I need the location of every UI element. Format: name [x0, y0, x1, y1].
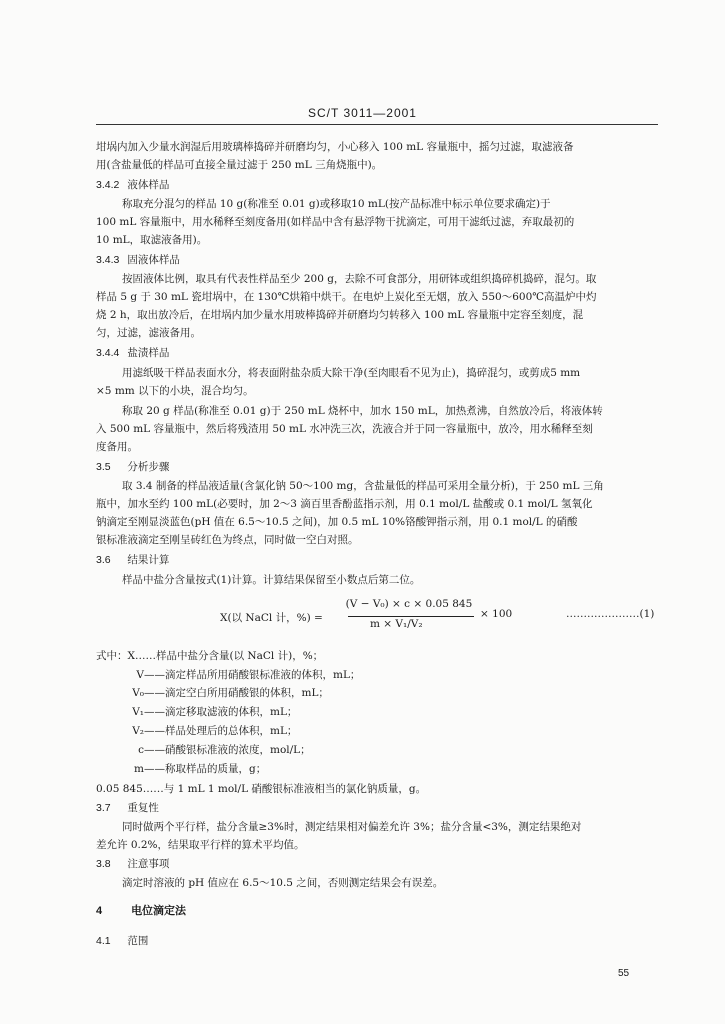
section-title: 盐渍样品 [127, 347, 170, 359]
paragraph-line: 用滤纸吸干样品表面水分，将表面附盐杂质大除干净(至肉眼看不见为止)，捣碎混匀，或剪成5 mm [122, 367, 581, 379]
section-number: 3.5 [96, 461, 111, 473]
section-title: 范围 [127, 935, 149, 947]
definition-symbol: m [134, 763, 144, 775]
section-title: 电位滴定法 [131, 905, 187, 917]
section-heading-3-4-3 [96, 253, 180, 267]
section-heading-3-8 [96, 857, 169, 871]
section-number: 4 [96, 905, 103, 917]
definition-x [96, 649, 323, 663]
section-heading-3-6 [96, 553, 169, 567]
section-title: 分析步骤 [127, 461, 170, 473]
page-number: 55 [618, 968, 630, 979]
definition-text: ——滴定样品所用硝酸银标准液的体积，mL； [144, 669, 361, 681]
formula-denominator: m × V₁/V₂ [370, 618, 423, 630]
formula-lhs: X(以 NaCl 计，%) = [220, 612, 323, 624]
definition-constant: 0.05 845……与 1 mL 1 mol/L 硝酸银标准液相当的氯化钠质量，g。 [96, 783, 427, 795]
section-heading-3-4-4 [96, 346, 169, 360]
paragraph-line: 差允许 0.2%，结果取平行样的算术平均值。 [96, 839, 305, 851]
section-heading-3-7 [96, 801, 159, 815]
formula-1 [220, 596, 660, 640]
definition-text: ——样品处理后的总体积，mL； [144, 725, 298, 737]
definition-v [130, 668, 360, 682]
section-heading-4-1 [96, 934, 148, 948]
section-title: 注意事项 [127, 858, 170, 870]
paragraph-line: 取 3.4 制备的样品液适量(含氯化钠 50～100 mg，含盐量低的样品可采用全量分析)，于 250 mL 三角 [122, 480, 604, 492]
definition-symbol: V₁ [132, 706, 144, 718]
standard-header: SC/T 3011—2001 [308, 106, 417, 120]
section-number: 3.4.3 [96, 254, 120, 266]
paragraph-line: 同时做两个平行样，盐分含量≥3%时，测定结果相对偏差允许 3%；盐分含量<3%，测定结果绝对 [122, 821, 582, 833]
definition-v0 [130, 686, 329, 700]
definition-text: ——滴定移取滤液的体积，mL； [144, 706, 298, 718]
paragraph-line: 入 500 mL 容量瓶中，然后将残渣用 50 mL 水冲洗三次，洗液合并于同一容量瓶中，放冷，用水稀释至刻 [96, 423, 593, 435]
definition-symbol: V [136, 669, 144, 681]
definition-c [130, 743, 311, 757]
formula-numerator: (V − V₀) × c × 0.05 845 [345, 598, 473, 610]
paragraph-line: 称取 20 g 样品(称准至 0.01 g)于 250 mL 烧杯中，加水 150 mL，加热煮沸，自然放冷后，将液体转 [122, 405, 603, 417]
section-number: 3.7 [96, 802, 111, 814]
section-title: 结果计算 [127, 554, 170, 566]
section-heading-3-4-2 [96, 178, 169, 192]
paragraph-line: 银标准液滴定至刚呈砖红色为终点，同时做一空白对照。 [96, 534, 359, 546]
paragraph-line: 钠滴定至刚显淡蓝色(pH 值在 6.5～10.5 之间)，加 0.5 mL 10%铬酸钾指示剂，用 0.1 mol/L 的硝酸 [96, 516, 578, 528]
section-number: 4.1 [96, 935, 111, 947]
section-title: 液体样品 [127, 179, 170, 191]
section-number: 3.8 [96, 858, 111, 870]
definition-v1 [130, 705, 297, 719]
paragraph-line: 按固液体比例，取具有代表性样品至少 200 g，去除不可食部分，用研钵或组织捣碎机捣碎，混匀。取 [122, 273, 597, 285]
paragraph-line: 样品 5 g 于 30 mL 瓷坩埚中，在 130℃烘箱中烘干。在电炉上炭化至无烟，放入 550～600℃高温炉中灼 [96, 291, 597, 303]
paragraph-line: 瓶中，加水至约 100 mL(必要时，加 2～3 滴百里香酚蓝指示剂，用 0.1 mol/L 盐酸或 0.1 mol/L 氢氧化 [96, 498, 593, 510]
chapter-heading-4 [96, 904, 186, 918]
section-title: 固液体样品 [127, 254, 180, 266]
paragraph-line: 匀，过滤，滤液备用。 [96, 327, 201, 339]
paragraph-line: 100 mL 容量瓶中，用水稀释至刻度备用(如样品中含有悬浮物干扰滴定，可用干滤纸过滤，弃取最初的 [96, 216, 575, 228]
paragraph-line: 用(含盐量低的样品可直接全量过滤于 250 mL 三角烧瓶中)。 [96, 159, 383, 171]
equation-number: …………………(1) [566, 608, 655, 620]
section-number: 3.4.4 [96, 347, 120, 359]
definition-symbol: c [138, 744, 144, 756]
definition-v2 [130, 724, 297, 738]
definition-m [130, 762, 266, 776]
definition-intro: 式中：X [96, 650, 135, 662]
paragraph-line: 度备用。 [96, 441, 138, 453]
paragraph-line: 坩埚内加入少量水润湿后用玻璃棒捣碎并研磨均匀，小心移入 100 mL 容量瓶中，摇匀过滤，取滤液备 [96, 141, 574, 153]
paragraph-line: 称取充分混匀的样品 10 g(称准至 0.01 g)或移取10 mL(按产品标准中标示单位要求确定)于 [122, 198, 551, 210]
definition-text: ——滴定空白所用硝酸银的体积，mL； [144, 687, 329, 699]
definition-text: ——硝酸银标准液的浓度，mol/L； [144, 744, 311, 756]
paragraph-line: 滴定时溶液的 pH 值应在 6.5～10.5 之间，否则测定结果会有误差。 [122, 877, 444, 889]
paragraph-line: 10 mL，取滤液备用)。 [96, 234, 208, 246]
section-heading-3-5 [96, 460, 169, 474]
definition-symbol: V₂ [132, 725, 144, 737]
header-rule [96, 124, 658, 125]
section-number: 3.4.2 [96, 179, 120, 191]
paragraph-line: 烧 2 h，取出放冷后，在坩埚内加少量水用玻棒捣碎并研磨均匀转移入 100 mL 容量瓶中定容至刻度，混 [96, 309, 584, 321]
paragraph-line: ×5 mm 以下的小块，混合均匀。 [96, 385, 254, 397]
definition-text: ——称取样品的质量，g； [144, 763, 267, 775]
formula-multiplier: × 100 [480, 608, 513, 620]
fraction-bar [348, 616, 474, 617]
definition-text: ……样品中盐分含量(以 NaCl 计)，%； [134, 650, 324, 662]
paragraph-line: 样品中盐分含量按式(1)计算。计算结果保留至小数点后第二位。 [122, 574, 421, 586]
section-number: 3.6 [96, 554, 111, 566]
definition-symbol: V₀ [132, 687, 144, 699]
section-title: 重复性 [127, 802, 159, 814]
